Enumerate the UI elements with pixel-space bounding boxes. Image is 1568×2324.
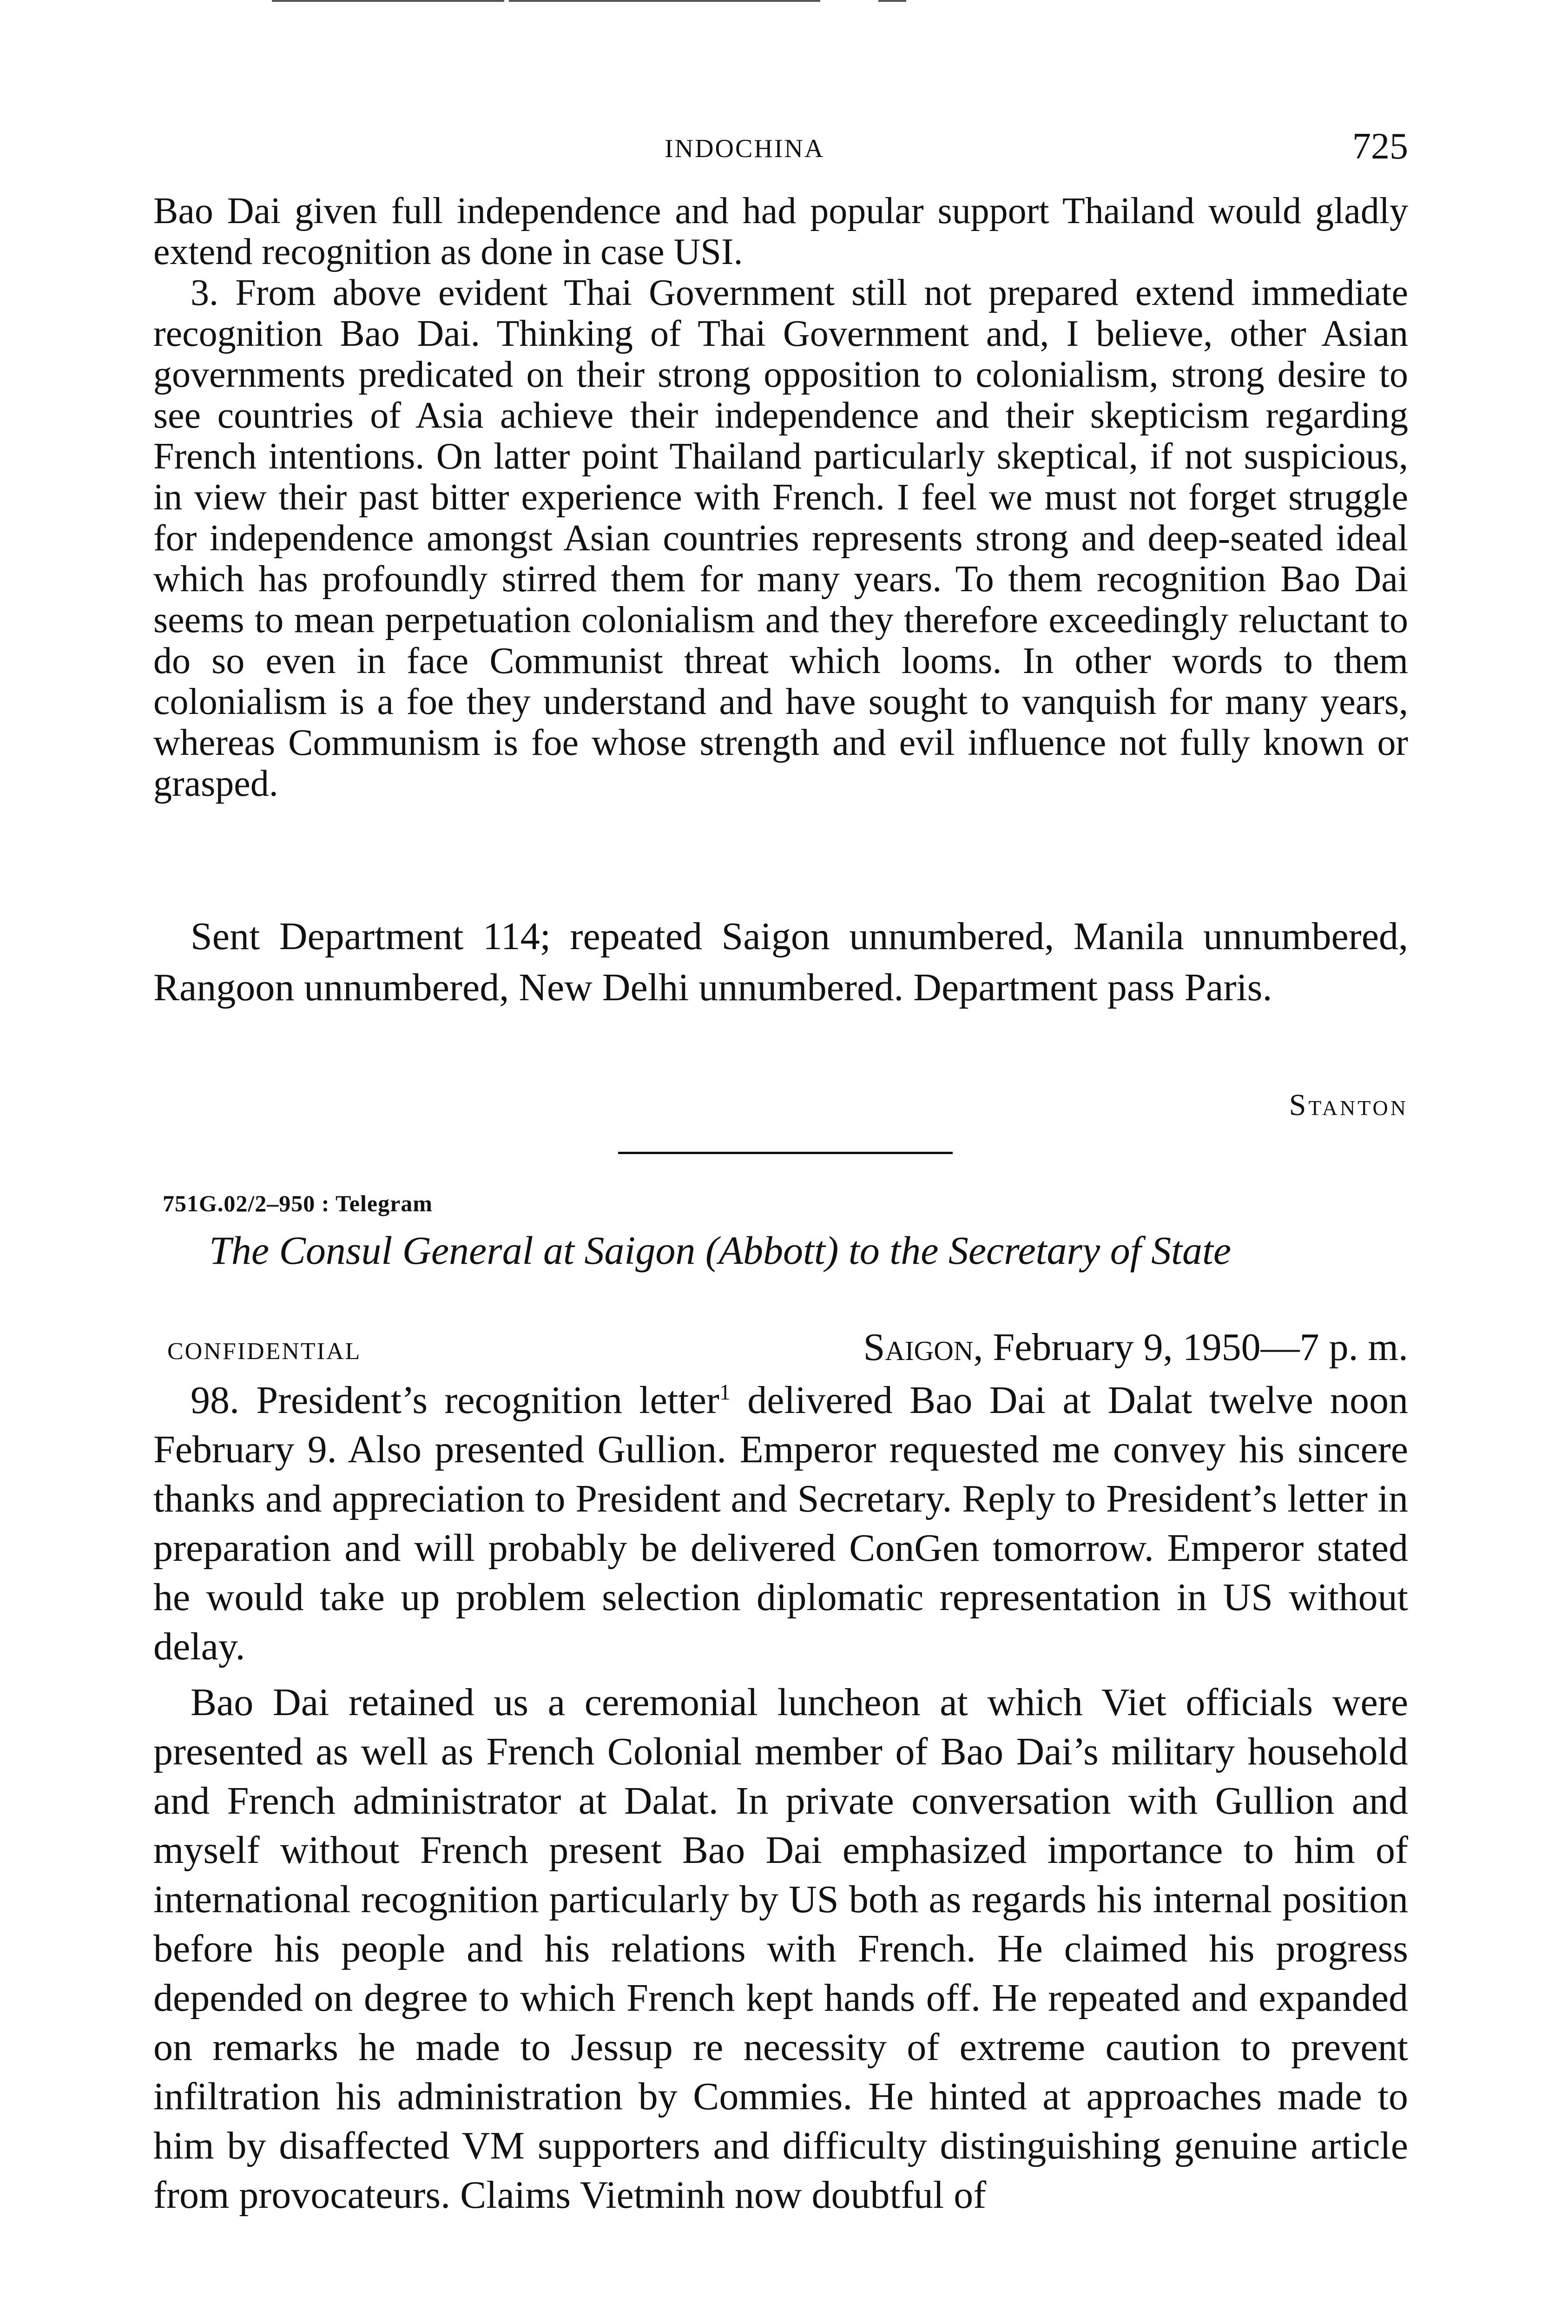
place-name: Saigon bbox=[863, 1326, 974, 1369]
paragraph-text: 98. President’s recognition letter bbox=[191, 1379, 719, 1422]
page-header bbox=[153, 125, 1408, 167]
date-time: , February 9, 1950—7 p. m. bbox=[973, 1326, 1408, 1369]
telegram-paragraph-1 bbox=[153, 1376, 1408, 1671]
signature: Stanton bbox=[1289, 1088, 1408, 1122]
footnote-reference: 1 bbox=[719, 1380, 731, 1405]
paragraph-text: delivered Bao Dai at Dalat twelve noon February 9. Also presented Gullion. Emperor requested me convey his sincere thanks and appreciation to President and Secretary. Reply to President’s letter in preparation and will probably be delivered ConGen tomorrow. Emperor stated he would take up problem selection diplomatic representation in US without delay. bbox=[153, 1379, 1408, 1668]
telegram-body bbox=[153, 1376, 1408, 2220]
top-edge-rule bbox=[509, 0, 820, 2]
page-number: 725 bbox=[1352, 126, 1408, 167]
continued-telegram-text bbox=[153, 191, 1408, 804]
point-3-paragraph: 3. From above evident Thai Government still not prepared extend immediate recognition Bao Dai. Thinking of Thai Government and, I believe, other Asian governments predicated on their strong opposition to colonialism, strong desire to see countries of Asia achieve their independence and their skepticism regarding French intentions. On latter point Thailand particularly skeptical, if not suspicious, in view their past bitter experience with French. I feel we must not forget struggle for independence amongst Asian countries represents strong and deep-seated ideal which has profoundly stirred them for many years. To them recognition Bao Dai seems to mean perpetuation colonialism and they therefore exceedingly reluctant to do so even in face Communist threat which looms. In other words to them colonialism is a foe they understand and have sought to vanquish for many years, whereas Communism is foe whose strength and evil influence not fully known or grasped. bbox=[153, 272, 1408, 804]
top-edge-rule bbox=[272, 0, 504, 2]
telegram-paragraph-2: Bao Dai retained us a ceremonial luncheon at which Viet officials were presented as well as French Colonial member of Bao Dai’s military household and French administrator at Dalat. In private conversation with Gullion and myself without French present Bao Dai emphasized importance to him of international recognition particularly by US both as regards his internal position before his people and his relations with French. He claimed his progress depended on degree to which French kept hands off. He repeated and expanded on remarks he made to Jessup re necessity of extreme caution to prevent infiltration his administration by Commies. He hinted at approaches made to him by disaffected VM supporters and difficulty distinguishing genuine article from provocateurs. Claims Vietminh now doubtful of bbox=[153, 1681, 1408, 2217]
running-head: INDOCHINA bbox=[665, 134, 825, 163]
sent-line: Sent Department 114; repeated Saigon unnumbered, Manila unnumbered, Rangoon unnumbered, New Delhi unnumbered. Department pass Paris. bbox=[153, 915, 1408, 1009]
document-title: The Consul General at Saigon (Abbott) to the Secretary of State bbox=[209, 1228, 1232, 1273]
section-separator bbox=[618, 1152, 953, 1154]
place-date-line bbox=[863, 1325, 1408, 1370]
classification-label: CONFIDENTIAL bbox=[167, 1338, 362, 1365]
file-reference: 751G.02/2–950 : Telegram bbox=[163, 1190, 433, 1216]
continued-paragraph: Bao Dai given full independence and had popular support Thailand would gladly extend recognition as done in case USI. bbox=[153, 191, 1408, 272]
top-edge-rule bbox=[878, 0, 906, 2]
